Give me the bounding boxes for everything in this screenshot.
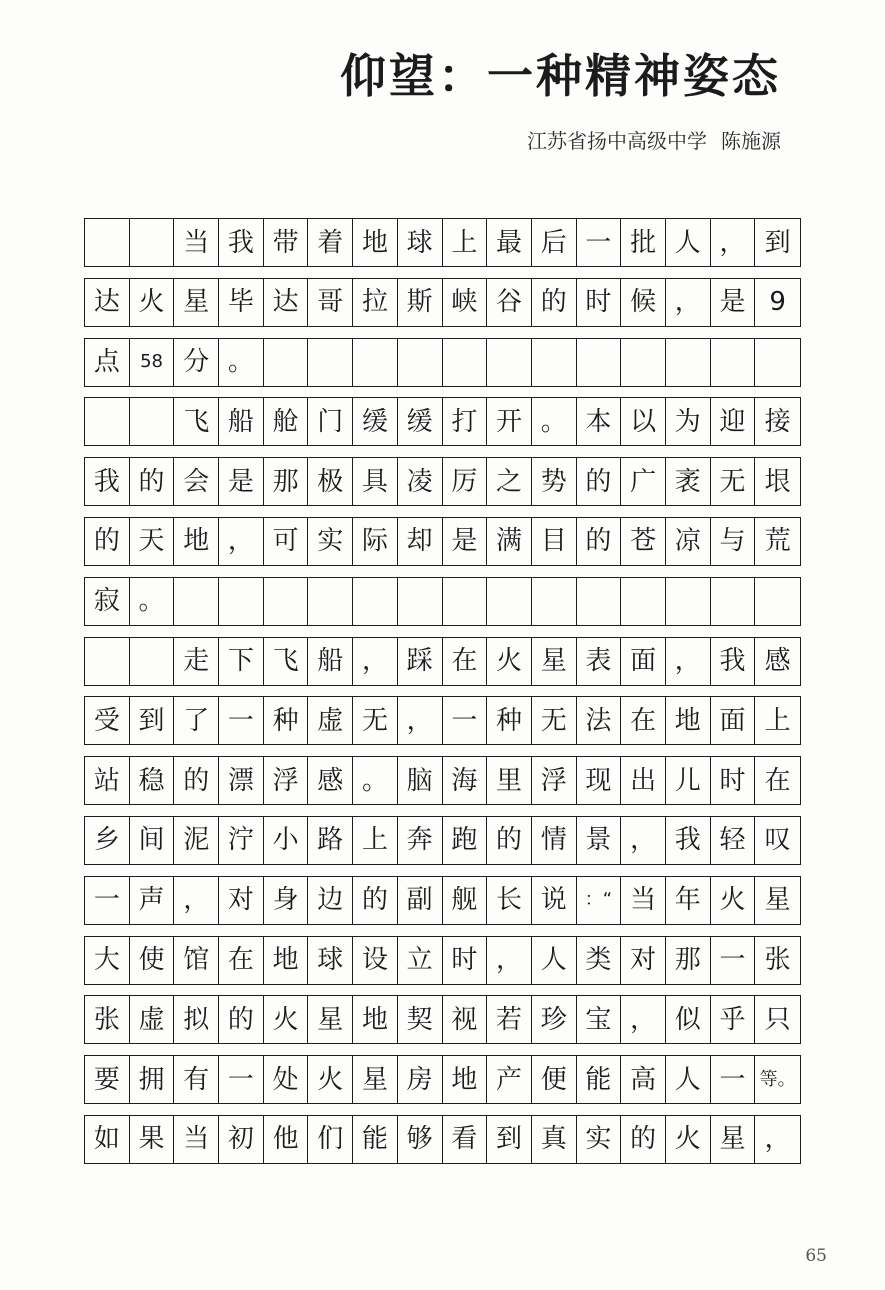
page-number: 65 xyxy=(805,1246,827,1266)
grid-cell: 乎 xyxy=(711,996,756,1043)
grid-cell: ， xyxy=(174,877,219,924)
grid-cell: 上 xyxy=(443,219,488,266)
grid-cell: 球 xyxy=(308,937,353,984)
grid-cell: 船 xyxy=(308,638,353,685)
grid-cell: 火 xyxy=(666,1116,711,1163)
grid-cell: 叹 xyxy=(764,825,791,856)
grid-cell: 在 xyxy=(764,765,791,796)
grid-cell: 迎 xyxy=(711,398,756,445)
grid-cell: 哥 xyxy=(308,279,353,326)
grid-cell: ， xyxy=(666,279,711,326)
grid-cell: 具 xyxy=(353,458,398,505)
grid-cell: 声 xyxy=(130,877,175,924)
grid-cell: 人 xyxy=(666,1056,711,1103)
grid-cell: 间 xyxy=(130,817,175,864)
grid-cell: 一 xyxy=(711,937,756,984)
grid-cell xyxy=(711,339,756,386)
grid-cell: 边 xyxy=(308,877,353,924)
grid-cell: 达 xyxy=(264,279,309,326)
grid-cell: 海 xyxy=(443,757,488,804)
grid-row xyxy=(84,995,801,1044)
grid-cell: ， xyxy=(666,638,711,685)
grid-cell: 虚 xyxy=(308,697,353,744)
grid-cell: 在 xyxy=(443,638,488,685)
grid-cell: 当 xyxy=(621,877,666,924)
grid-cell: 本 xyxy=(577,398,622,445)
grid-cell xyxy=(443,578,488,625)
grid-cell: 年 xyxy=(666,877,711,924)
grid-cell: 寂 xyxy=(85,578,130,625)
article-title: 仰望：一种精神姿态 xyxy=(340,49,781,103)
grid-cell xyxy=(666,339,711,386)
grid-cell: 的 xyxy=(532,279,577,326)
grid-cell: 打 xyxy=(443,398,488,445)
grid-cell: 我 xyxy=(219,219,264,266)
grid-cell: 的 xyxy=(353,877,398,924)
grid-cell: 火 xyxy=(711,877,756,924)
grid-cell: 会 xyxy=(174,458,219,505)
grid-cell: 舱 xyxy=(264,398,309,445)
grid-cell: 极 xyxy=(308,458,353,505)
grid-cell: 地 xyxy=(353,219,398,266)
grid-cell: 荒 xyxy=(764,526,791,557)
grid-cell xyxy=(85,638,130,685)
grid-cell: 稳 xyxy=(130,757,175,804)
grid-cell: 我 xyxy=(666,817,711,864)
grid-cell: 在 xyxy=(621,697,666,744)
grid-cell: 火 xyxy=(308,1056,353,1103)
grid-cell: ， xyxy=(487,937,532,984)
grid-cell: 感 xyxy=(308,757,353,804)
grid-cell: 地 xyxy=(666,697,711,744)
grid-row xyxy=(84,637,801,686)
grid-cell: 缓 xyxy=(398,398,443,445)
grid-cell xyxy=(85,219,130,266)
grid-cell: 小 xyxy=(264,817,309,864)
grid-cell: 分 xyxy=(174,339,219,386)
grid-cell: 产 xyxy=(487,1056,532,1103)
grid-cell: 身 xyxy=(264,877,309,924)
grid-cell: 58 xyxy=(130,339,175,386)
grid-cell: 到 xyxy=(764,227,791,258)
grid-cell: 。 xyxy=(353,757,398,804)
grid-cell xyxy=(443,339,488,386)
grid-cell: 的 xyxy=(130,458,175,505)
grid-cell: 踩 xyxy=(398,638,443,685)
grid-cell: 出 xyxy=(621,757,666,804)
grid-cell: ， xyxy=(621,996,666,1043)
grid-cell: 一 xyxy=(85,877,130,924)
grid-cell: 。 xyxy=(532,398,577,445)
grid-cell: 着 xyxy=(308,219,353,266)
grid-cell: 峡 xyxy=(443,279,488,326)
grid-cell: ， xyxy=(621,817,666,864)
grid-cell: 与 xyxy=(711,518,756,565)
grid-cell: 初 xyxy=(219,1116,264,1163)
grid-cell: 星 xyxy=(174,279,219,326)
grid-cell: 类 xyxy=(577,937,622,984)
grid-row xyxy=(84,338,801,387)
grid-cell: 一 xyxy=(577,219,622,266)
grid-cell xyxy=(219,578,264,625)
grid-cell: 一 xyxy=(443,697,488,744)
grid-cell: 走 xyxy=(174,638,219,685)
grid-cell: 到 xyxy=(487,1116,532,1163)
grid-cell: 上 xyxy=(353,817,398,864)
grid-cell: 天 xyxy=(130,518,175,565)
grid-cell: 地 xyxy=(264,937,309,984)
grid-cell: 浮 xyxy=(264,757,309,804)
grid-cell: 馆 xyxy=(174,937,219,984)
grid-cell: 契 xyxy=(398,996,443,1043)
grid-cell: 果 xyxy=(130,1116,175,1163)
grid-cell xyxy=(353,339,398,386)
grid-cell: 设 xyxy=(353,937,398,984)
grid-cell: 的 xyxy=(219,996,264,1043)
grid-cell: 下 xyxy=(219,638,264,685)
grid-cell xyxy=(621,578,666,625)
grid-cell: 现 xyxy=(577,757,622,804)
grid-cell: 星 xyxy=(764,885,791,916)
grid-cell: 对 xyxy=(219,877,264,924)
grid-cell: 便 xyxy=(532,1056,577,1103)
grid-cell: 房 xyxy=(398,1056,443,1103)
grid-cell: 景 xyxy=(577,817,622,864)
grid-cell: 看 xyxy=(443,1116,488,1163)
grid-cell: 时 xyxy=(443,937,488,984)
grid-cell: 的 xyxy=(577,458,622,505)
grid-cell: 9 xyxy=(769,287,786,318)
grid-cell: 星 xyxy=(353,1056,398,1103)
grid-cell: 星 xyxy=(308,996,353,1043)
grid-row xyxy=(84,397,801,446)
grid-cell: 拟 xyxy=(174,996,219,1043)
grid-cell: 面 xyxy=(711,697,756,744)
grid-cell: 地 xyxy=(353,996,398,1043)
grid-cell: 飞 xyxy=(174,398,219,445)
grid-cell: 星 xyxy=(532,638,577,685)
grid-row xyxy=(84,1055,801,1104)
grid-cell xyxy=(755,339,800,386)
grid-cell: 的 xyxy=(577,518,622,565)
grid-cell: 那 xyxy=(264,458,309,505)
grid-row xyxy=(84,816,801,865)
grid-cell: 广 xyxy=(621,458,666,505)
grid-cell: 火 xyxy=(130,279,175,326)
grid-cell: 火 xyxy=(487,638,532,685)
grid-cell: 当 xyxy=(174,1116,219,1163)
grid-cell: 无 xyxy=(353,697,398,744)
grid-cell: 实 xyxy=(308,518,353,565)
grid-cell: 张 xyxy=(85,996,130,1043)
grid-cell: 脑 xyxy=(398,757,443,804)
grid-cell: 是 xyxy=(711,279,756,326)
grid-cell: 凉 xyxy=(666,518,711,565)
grid-cell xyxy=(487,578,532,625)
grid-cell: 时 xyxy=(711,757,756,804)
grid-cell: 浮 xyxy=(532,757,577,804)
grid-cell: 达 xyxy=(85,279,130,326)
grid-cell: 的 xyxy=(85,518,130,565)
grid-cell: 的 xyxy=(174,757,219,804)
grid-cell xyxy=(308,339,353,386)
grid-cell: 路 xyxy=(308,817,353,864)
grid-cell: 无 xyxy=(532,697,577,744)
grid-cell: 一 xyxy=(711,1056,756,1103)
grid-cell: 。 xyxy=(219,339,264,386)
grid-cell: 开 xyxy=(487,398,532,445)
grid-cell: 门 xyxy=(308,398,353,445)
grid-cell: 船 xyxy=(219,398,264,445)
grid-cell: 们 xyxy=(308,1116,353,1163)
grid-cell: 最 xyxy=(487,219,532,266)
grid-cell: 对 xyxy=(621,937,666,984)
grid-cell: 势 xyxy=(532,458,577,505)
grid-cell xyxy=(174,578,219,625)
grid-cell: ， xyxy=(219,518,264,565)
grid-cell: 宝 xyxy=(577,996,622,1043)
grid-cell: 袤 xyxy=(666,458,711,505)
grid-cell: 实 xyxy=(577,1116,622,1163)
grid-cell: 拥 xyxy=(130,1056,175,1103)
grid-cell: 候 xyxy=(621,279,666,326)
grid-cell: 缓 xyxy=(353,398,398,445)
author-name: 陈施源 xyxy=(721,129,781,153)
grid-cell: 苍 xyxy=(621,518,666,565)
grid-cell xyxy=(621,339,666,386)
grid-cell: 在 xyxy=(219,937,264,984)
grid-cell: 跑 xyxy=(443,817,488,864)
grid-cell: 是 xyxy=(443,518,488,565)
grid-cell xyxy=(85,398,130,445)
grid-row xyxy=(84,577,801,626)
grid-row xyxy=(84,517,801,566)
grid-cell xyxy=(398,578,443,625)
grid-cell: 际 xyxy=(353,518,398,565)
grid-cell xyxy=(711,578,756,625)
grid-cell: 张 xyxy=(764,945,791,976)
grid-cell: 他 xyxy=(264,1116,309,1163)
grid-cell: 当 xyxy=(174,219,219,266)
grid-cell: ， xyxy=(764,1124,791,1155)
grid-cell: 泥 xyxy=(174,817,219,864)
grid-cell xyxy=(666,578,711,625)
grid-cell: 能 xyxy=(353,1116,398,1163)
grid-cell: 。 xyxy=(130,578,175,625)
grid-cell: 是 xyxy=(219,458,264,505)
grid-cell xyxy=(577,339,622,386)
writing-grid xyxy=(84,218,801,1175)
grid-cell: 受 xyxy=(85,697,130,744)
grid-row xyxy=(84,1115,801,1164)
grid-cell: 到 xyxy=(130,697,175,744)
grid-cell: 漂 xyxy=(219,757,264,804)
grid-cell xyxy=(353,578,398,625)
grid-cell: 立 xyxy=(398,937,443,984)
grid-cell: 若 xyxy=(487,996,532,1043)
grid-cell xyxy=(577,578,622,625)
grid-cell: 种 xyxy=(487,697,532,744)
grid-cell: 种 xyxy=(264,697,309,744)
grid-cell: 奔 xyxy=(398,817,443,864)
grid-cell: 感 xyxy=(764,646,791,677)
grid-cell: 厉 xyxy=(443,458,488,505)
grid-cell: 等。 xyxy=(759,1068,796,1090)
grid-cell: 副 xyxy=(398,877,443,924)
grid-cell xyxy=(130,638,175,685)
grid-cell: 面 xyxy=(621,638,666,685)
grid-cell: 法 xyxy=(577,697,622,744)
grid-cell xyxy=(264,578,309,625)
grid-cell: 里 xyxy=(487,757,532,804)
grid-cell: ：“ xyxy=(577,877,622,924)
grid-cell: 有 xyxy=(174,1056,219,1103)
grid-cell: 批 xyxy=(621,219,666,266)
grid-cell: 视 xyxy=(443,996,488,1043)
grid-cell: 我 xyxy=(85,458,130,505)
grid-cell: 要 xyxy=(85,1056,130,1103)
grid-cell: 舰 xyxy=(443,877,488,924)
grid-cell: 人 xyxy=(666,219,711,266)
grid-cell xyxy=(487,339,532,386)
grid-cell xyxy=(532,578,577,625)
grid-cell xyxy=(130,219,175,266)
grid-row xyxy=(84,876,801,925)
grid-row xyxy=(84,218,801,267)
grid-cell: 大 xyxy=(85,937,130,984)
grid-cell: 似 xyxy=(666,996,711,1043)
grid-cell: 地 xyxy=(443,1056,488,1103)
grid-cell: 够 xyxy=(398,1116,443,1163)
grid-cell: 后 xyxy=(532,219,577,266)
grid-cell: 轻 xyxy=(711,817,756,864)
grid-cell: 斯 xyxy=(398,279,443,326)
grid-cell: 时 xyxy=(577,279,622,326)
grid-cell: 球 xyxy=(398,219,443,266)
grid-cell: 凌 xyxy=(398,458,443,505)
author-line xyxy=(513,125,781,154)
grid-cell: ， xyxy=(711,219,756,266)
grid-cell: 无 xyxy=(711,458,756,505)
grid-cell: 我 xyxy=(711,638,756,685)
grid-cell: 垠 xyxy=(764,466,791,497)
grid-cell: ， xyxy=(353,638,398,685)
grid-row xyxy=(84,936,801,985)
grid-cell: 一 xyxy=(219,697,264,744)
grid-cell: 地 xyxy=(174,518,219,565)
grid-cell: 乡 xyxy=(85,817,130,864)
grid-cell: 如 xyxy=(85,1116,130,1163)
grid-cell: 火 xyxy=(264,996,309,1043)
grid-cell: 了 xyxy=(174,697,219,744)
grid-cell: 高 xyxy=(621,1056,666,1103)
grid-row xyxy=(84,457,801,506)
grid-cell xyxy=(264,339,309,386)
grid-cell: 处 xyxy=(264,1056,309,1103)
grid-cell: 人 xyxy=(532,937,577,984)
grid-cell: 说 xyxy=(532,877,577,924)
grid-cell: 表 xyxy=(577,638,622,685)
grid-cell: 只 xyxy=(764,1004,791,1035)
grid-cell: 的 xyxy=(487,817,532,864)
grid-cell: 以 xyxy=(621,398,666,445)
grid-cell: 虚 xyxy=(130,996,175,1043)
grid-cell: 可 xyxy=(264,518,309,565)
grid-cell: 儿 xyxy=(666,757,711,804)
grid-cell: 带 xyxy=(264,219,309,266)
grid-cell xyxy=(532,339,577,386)
grid-cell: 那 xyxy=(666,937,711,984)
grid-cell xyxy=(130,398,175,445)
grid-cell: 飞 xyxy=(264,638,309,685)
grid-cell: 长 xyxy=(487,877,532,924)
grid-cell: 能 xyxy=(577,1056,622,1103)
grid-cell: 谷 xyxy=(487,279,532,326)
grid-cell: 一 xyxy=(219,1056,264,1103)
grid-cell: 站 xyxy=(85,757,130,804)
grid-cell: 却 xyxy=(398,518,443,565)
grid-cell xyxy=(755,578,800,625)
grid-row xyxy=(84,278,801,327)
grid-cell: 使 xyxy=(130,937,175,984)
grid-cell: 之 xyxy=(487,458,532,505)
grid-cell xyxy=(308,578,353,625)
grid-cell: 星 xyxy=(711,1116,756,1163)
grid-cell: 上 xyxy=(764,705,791,736)
grid-cell: 满 xyxy=(487,518,532,565)
school-name: 江苏省扬中高级中学 xyxy=(527,129,707,153)
grid-cell: 目 xyxy=(532,518,577,565)
grid-cell: 为 xyxy=(666,398,711,445)
grid-cell: 拉 xyxy=(353,279,398,326)
grid-cell: 接 xyxy=(764,406,791,437)
grid-cell: 情 xyxy=(532,817,577,864)
grid-cell xyxy=(398,339,443,386)
grid-cell: 泞 xyxy=(219,817,264,864)
grid-cell: ， xyxy=(398,697,443,744)
grid-cell: 的 xyxy=(621,1116,666,1163)
grid-cell: 真 xyxy=(532,1116,577,1163)
grid-cell: 点 xyxy=(85,339,130,386)
grid-row xyxy=(84,696,801,745)
grid-cell: 毕 xyxy=(219,279,264,326)
grid-cell: 珍 xyxy=(532,996,577,1043)
grid-row xyxy=(84,756,801,805)
